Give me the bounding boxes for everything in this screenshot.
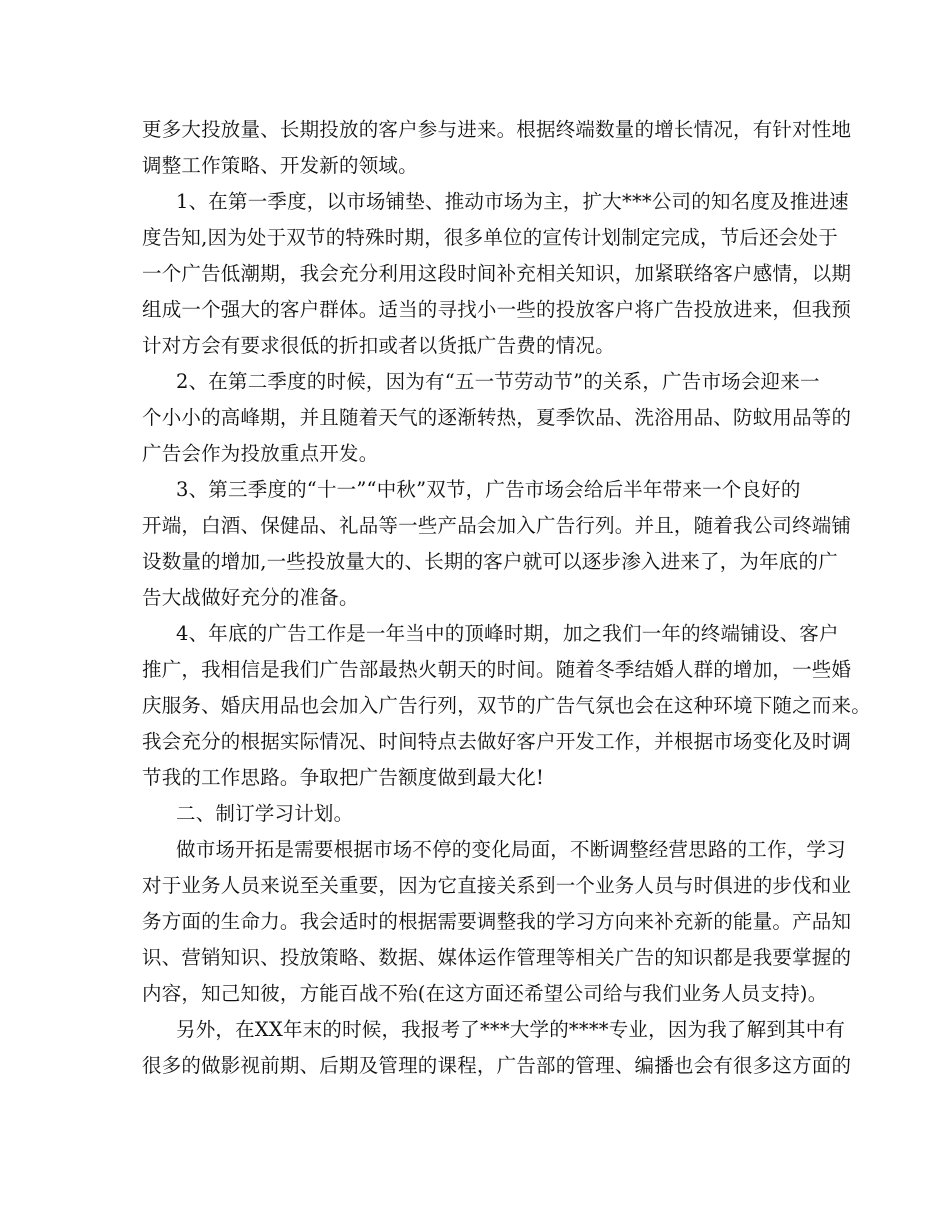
text-line: 更多大投放量、长期投放的客户参与进来。根据终端数量的增长情况，有针对性地 xyxy=(142,118,852,141)
text-line: 个小小的高峰期，并且随着天气的逐渐转热，夏季饮品、洗浴用品、防蚊用品等的 xyxy=(142,406,852,429)
text-line: 设数量的增加,一些投放量大的、长期的客户就可以逐步渗入进来了，为年底的广 xyxy=(142,550,838,573)
text-line: 务方面的生命力。我会适时的根据需要调整我的学习方向来补充新的能量。产品知 xyxy=(142,910,852,933)
text-line: 识、营销知识、投放策略、数据、媒体运作管理等相关广告的知识都是我要掌握的 xyxy=(142,946,852,969)
text-line: 很多的做影视前期、后期及管理的课程，广告部的管理、编播也会有很多这方面的 xyxy=(142,1054,852,1077)
text-line: 节我的工作思路。争取把广告额度做到最大化! xyxy=(142,766,545,789)
text-line: 调整工作策略、开发新的领域。 xyxy=(142,154,418,177)
text-line: 内容，知己知彼，方能百战不殆(在这方面还希望公司给与我们业务人员支持)。 xyxy=(142,982,828,1005)
text-line: 计对方会有要求很低的折扣或者以货抵广告费的情况。 xyxy=(142,334,615,357)
section-heading: 二、制订学习计划。 xyxy=(176,802,354,825)
text-line: 度告知,因为处于双节的特殊时期，很多单位的宣传计划制定完成，节后还会处于 xyxy=(142,226,838,249)
text-line: 我会充分的根据实际情况、时间特点去做好客户开发工作，并根据市场变化及时调 xyxy=(142,730,852,753)
text-line: 告大战做好充分的准备。 xyxy=(142,586,359,609)
text-line: 组成一个强大的客户群体。适当的寻找小一些的投放客户将广告投放进来，但我预 xyxy=(142,298,852,321)
text-line: 开端，白酒、保健品、礼品等一些产品会加入广告行列。并且，随着我公司终端铺 xyxy=(142,514,852,537)
paragraph-start-line: 另外，在XX年末的时候，我报考了***大学的****专业，因为我了解到其中有 xyxy=(176,1018,846,1041)
text-line: 庆服务、婚庆用品也会加入广告行列，双节的广告气氛也会在这种环境下随之而来。 xyxy=(142,694,871,717)
paragraph-start-line: 4、年底的广告工作是一年当中的顶峰时期，加之我们一年的终端铺设、客户 xyxy=(176,622,839,645)
text-line: 广告会作为投放重点开发。 xyxy=(142,442,379,465)
text-line: 对于业务人员来说至关重要，因为它直接关系到一个业务人员与时俱进的步伐和业 xyxy=(142,874,852,897)
text-line: 推广，我相信是我们广告部最热火朝天的时间。随着冬季结婚人群的增加，一些婚 xyxy=(142,658,852,681)
paragraph-start-line: 2、在第二季度的时候，因为有“五一节劳动节”的关系，广告市场会迎来一 xyxy=(176,370,820,393)
text-line: 一个广告低潮期，我会充分利用这段时间补充相关知识，加紧联络客户感情，以期 xyxy=(142,262,852,285)
paragraph-start-line: 3、第三季度的“十一”“中秋”双节，广告市场会给后半年带来一个良好的 xyxy=(176,478,801,501)
paragraph-start-line: 1、在第一季度，以市场铺垫、推动市场为主，扩大***公司的知名度及推进速 xyxy=(176,190,849,213)
paragraph-start-line: 做市场开拓是需要根据市场不停的变化局面，不断调整经营思路的工作，学习 xyxy=(176,838,846,861)
